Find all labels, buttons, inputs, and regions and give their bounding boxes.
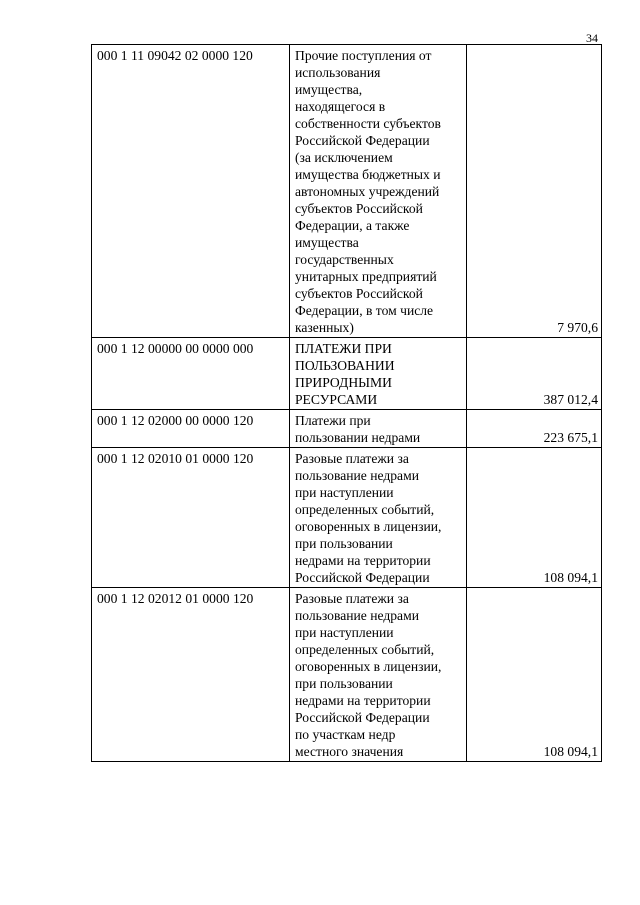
table-row [92,338,602,410]
table-row [92,588,602,762]
table-row [92,45,602,338]
revenue-name: Платежи при пользовании недрами [290,410,467,448]
page-number: 34 [586,31,598,45]
classification-code: 000 1 12 02000 00 0000 120 [92,410,290,448]
revenue-name: Разовые платежи за пользование недрами при наступлении определенных событий, оговоренных в лицензии, при пользовании недрами на территории Российской Федерации [290,448,467,588]
classification-code: 000 1 12 02010 01 0000 120 [92,448,290,588]
revenue-name: Прочие поступления от использования имущества, находящегося в собственности субъектов Российской Федерации (за исключением имущества бюджетных и автономных учреждений субъектов Российской Федерации, а также имущества государственных унитарных предприятий субъектов Российской Федерации, в том числе казенных) [290,45,467,338]
revenue-name: Разовые платежи за пользование недрами при наступлении определенных событий, оговоренных в лицензии, при пользовании недрами на территории Российской Федерации по участкам недр местного значения [290,588,467,762]
table-row [92,410,602,448]
classification-code: 000 1 12 02012 01 0000 120 [92,588,290,762]
amount: 108 094,1 [467,588,602,762]
classification-code: 000 1 11 09042 02 0000 120 [92,45,290,338]
amount: 7 970,6 [467,45,602,338]
budget-revenue-table [91,44,602,762]
amount: 108 094,1 [467,448,602,588]
amount: 223 675,1 [467,410,602,448]
classification-code: 000 1 12 00000 00 0000 000 [92,338,290,410]
table-row [92,448,602,588]
revenue-name: ПЛАТЕЖИ ПРИ ПОЛЬЗОВАНИИ ПРИРОДНЫМИ РЕСУРСАМИ [290,338,467,410]
amount: 387 012,4 [467,338,602,410]
